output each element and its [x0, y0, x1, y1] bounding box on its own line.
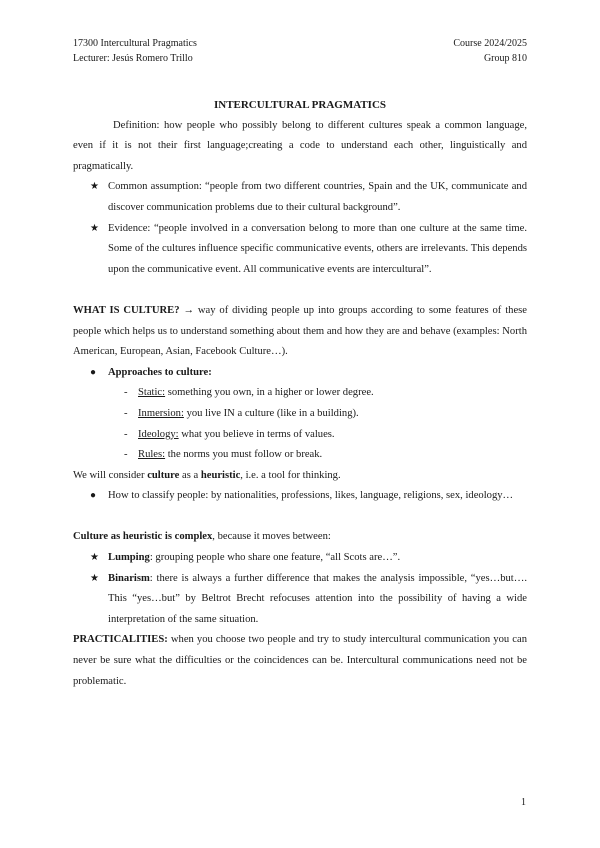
dash-bullet-icon: - [124, 407, 128, 419]
approach-static: - Static: something you own, in a higher or lower degree. [73, 383, 527, 404]
culture-paragraph: WHAT IS CULTURE? → way of dividing people up into groups according to some features of these people which helps us to understand something about them and how they are and behave (examples: North American, European, Asian, Facebook Culture…). [73, 304, 527, 358]
consider-paragraph: We will consider culture as a heuristic, i.e. a tool for thinking. [73, 469, 341, 481]
header-group: Group 810 [483, 53, 527, 64]
star-bullet-icon: ★ [90, 181, 99, 193]
page-number: 1 [521, 797, 526, 808]
dash-bullet-icon: - [124, 428, 128, 440]
list-item-binarism: ★ Binarism: there is always a further difference that makes the analysis impossible, “yes…but…. This “yes…but” by Beltrot Brecht refocuses attention into the possibility of having a wide interpretation of the same situation. [73, 569, 527, 631]
dash-bullet-icon: - [124, 387, 128, 399]
dot-bullet-icon: ● [90, 490, 97, 502]
header-course-title: 17300 Intercultural Pragmatics [73, 38, 197, 49]
document-body [73, 95, 527, 692]
arrow-icon: → [183, 304, 194, 316]
dash-bullet-icon: - [124, 449, 128, 461]
star-bullet-icon: ★ [90, 222, 99, 234]
approach-rules: - Rules: the norms you must follow or break. [73, 445, 527, 466]
heuristic-paragraph: Culture as heuristic is complex, because it moves between: [73, 531, 331, 543]
header-lecturer: Lecturer: Jesús Romero Trillo [73, 53, 193, 64]
classify-item: ● How to classify people: by nationalities, professions, likes, language, religions, sex, ideology… [73, 486, 527, 507]
dot-bullet-icon: ● [90, 366, 97, 378]
heuristic-heading: Culture as heuristic is complex [73, 531, 213, 543]
approach-ideology: - Ideology: what you believe in terms of values. [73, 425, 527, 446]
list-item-evidence: ★ Evidence: “people involved in a conversation belong to more than one culture at the same time. Some of the cultures influence specific communicative events, others are irrelevants. This depends upon the communicative event. All communicative events are intercultural”. [73, 219, 527, 281]
page-title: INTERCULTURAL PRAGMATICS [213, 99, 387, 111]
star-bullet-icon: ★ [90, 552, 99, 564]
culture-heading: WHAT IS CULTURE? [73, 304, 180, 316]
list-item-lumping: ★ Lumping: grouping people who share one feature, “all Scots are…”. [73, 548, 527, 569]
practicalities-heading: PRACTICALITIES: [73, 634, 168, 646]
definition-paragraph: Definition: how people who possibly belong to different cultures speak a common language, even if it is not their first language;creating a code to understand each other, linguistically and pragmatically. [73, 119, 527, 172]
approach-inmersion: - Inmersion: you live IN a culture (like in a building). [73, 404, 527, 425]
star-bullet-icon: ★ [90, 572, 99, 584]
list-item-assumption: ★ Common assumption: “people from two different countries, Spain and the UK, communicate and discover communication problems due to their cultural background”. [73, 177, 527, 218]
practicalities-paragraph: PRACTICALITIES: when you choose two people and try to study intercultural communication you can never be sure what the difficulties or the coincidences can be. Intercultural communications need not be problematic. [73, 634, 527, 687]
approaches-item: ● Approaches to culture: [73, 363, 527, 384]
header-course-year: Course 2024/2025 [453, 38, 527, 49]
